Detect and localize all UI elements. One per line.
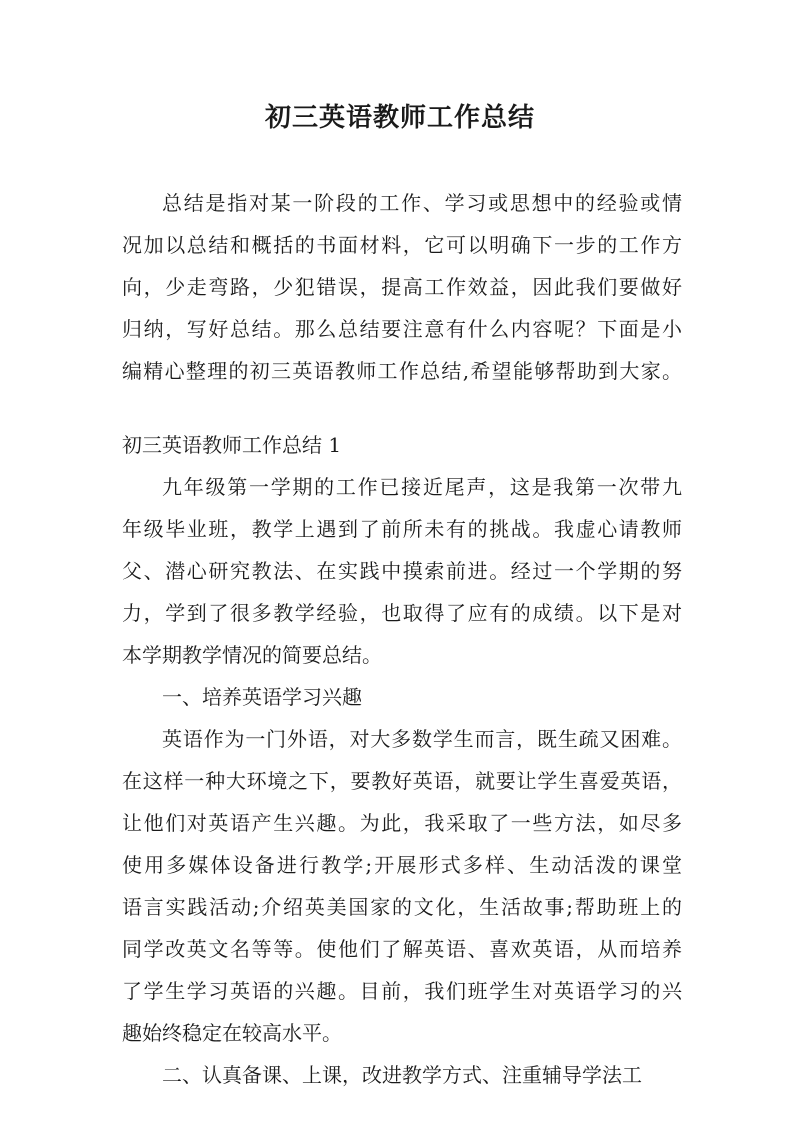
intro-line: 向，少走弯路，少犯错误，提高工作效益，因此我们要做好 <box>122 275 682 299</box>
intro-line: 编精心整理的初三英语教师工作总结,希望能够帮助到大家。 <box>122 359 682 383</box>
paragraph-line: 英语作为一门外语，对大多数学生而言，既生疏又困难。 <box>162 727 682 751</box>
section-title: 初三英语教师工作总结 1 <box>122 433 342 457</box>
intro-line: 况加以总结和概括的书面材料，它可以明确下一步的工作方 <box>122 233 682 257</box>
paragraph-line: 使用多媒体设备进行教学;开展形式多样、生动活泼的课堂 <box>122 853 682 877</box>
document-title: 初三英语教师工作总结 <box>264 103 535 133</box>
paragraph-line: 同学改英文名等等。使他们了解英语、喜欢英语，从而培养 <box>122 937 682 961</box>
subheading: 一、培养英语学习兴趣 <box>162 685 362 709</box>
paragraph-line: 九年级第一学期的工作已接近尾声，这是我第一次带九 <box>162 475 682 499</box>
paragraph-line: 让他们对英语产生兴趣。为此，我采取了一些方法，如尽多 <box>122 811 682 835</box>
paragraph-line: 本学期教学情况的简要总结。 <box>122 643 382 667</box>
intro-line: 归纳，写好总结。那么总结要注意有什么内容呢？下面是小 <box>122 317 682 341</box>
paragraph-line: 语言实践活动;介绍英美国家的文化，生活故事;帮助班上的 <box>122 895 682 919</box>
intro-line: 总结是指对某一阶段的工作、学习或思想中的经验或情 <box>162 191 682 215</box>
paragraph-line: 年级毕业班，教学上遇到了前所未有的挑战。我虚心请教师 <box>122 517 682 541</box>
paragraph-line: 在这样一种大环境之下，要教好英语，就要让学生喜爱英语， <box>122 769 682 793</box>
subheading: 二、认真备课、上课，改进教学方式、注重辅导学法工 <box>162 1063 642 1087</box>
paragraph-line: 父、潜心研究教法、在实践中摸索前进。经过一个学期的努 <box>122 559 682 583</box>
paragraph-line: 了学生学习英语的兴趣。目前，我们班学生对英语学习的兴 <box>122 979 682 1003</box>
paragraph-line: 力，学到了很多教学经验，也取得了应有的成绩。以下是对 <box>122 601 682 625</box>
paragraph-line: 趣始终稳定在较高水平。 <box>122 1021 342 1045</box>
